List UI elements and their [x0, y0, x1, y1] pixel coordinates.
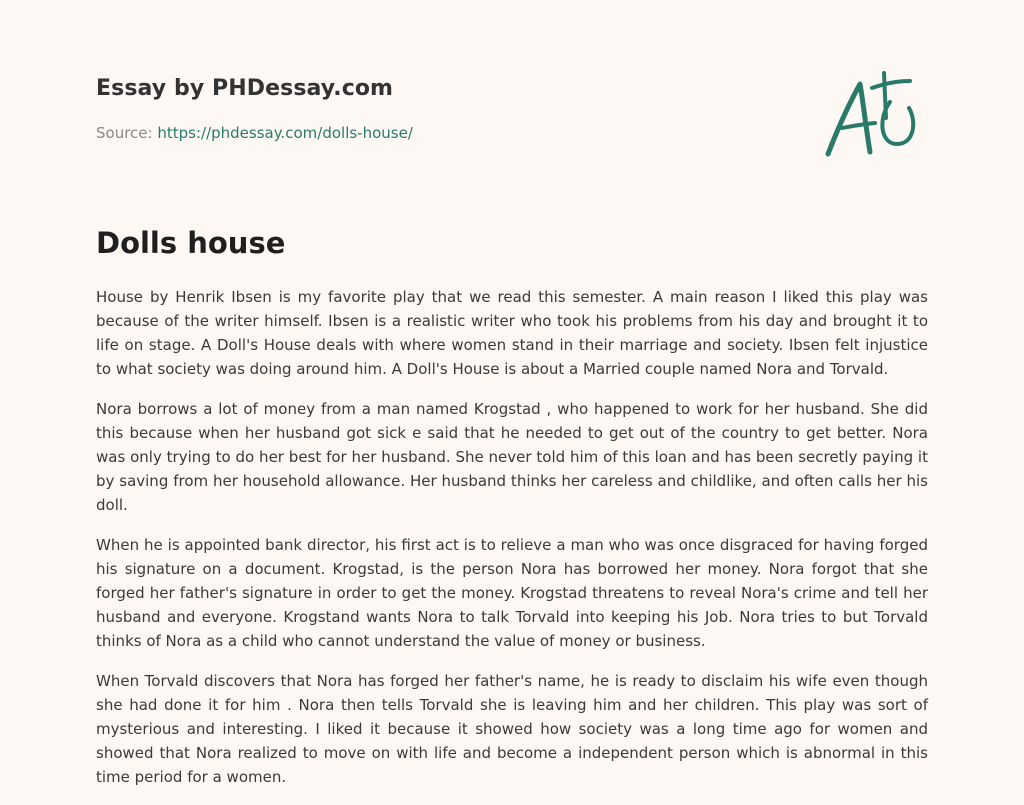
essay-paragraph: When he is appointed bank director, his first act is to relieve a man who was once disgraced for having forged his signature on a document. Krogstad, is the person Nora has borrowed her money. Nora forgot that she forged her father's signature in order to get the money. Krogstad threatens to reveal Nora's crime and tell her husband and everyone. Krogstand wants Nora to talk Torvald into keeping his Job. Nora tries to but Torvald thinks of Nora as a child who cannot understand the value of money or business.	[96, 536, 928, 650]
essay-paragraph: When Torvald discovers that Nora has forged her father's name, he is ready to disclaim his wife even though she had done it for him . Nora then tells Torvald she is leaving him and her children. This play was sort of mysterious and interesting. I liked it because it showed how society was a long time ago for women and showed that Nora realized to move on with life and become a independent person which is abnormal in this time period for a women.	[96, 672, 928, 786]
essay-body	[96, 285, 928, 805]
source-label: Source:	[96, 124, 153, 142]
essay-paragraph: Nora borrows a lot of money from a man named Krogstad , who happened to work for her husband. She did this because when her husband got sick e said that he needed to get out of the country to get better. Nora was only trying to do her best for her husband. She never told him of this loan and has been secretly paying it by saving from her household allowance. Her husband thinks her careless and childlike, and often calls her his doll.	[96, 400, 928, 514]
essay-title: Dolls house	[96, 226, 286, 260]
essay-paragraph: House by Henrik Ibsen is my favorite play that we read this semester. A main reason I liked this play was because of the writer himself. Ibsen is a realistic writer who took his problems from his day and brought it to life on stage. A Doll's House deals with where women stand in their marriage and society. Ibsen felt injustice to what society was doing around him. A Doll's House is about a Married couple named Nora and Torvald.	[96, 288, 928, 378]
source-line	[96, 124, 413, 142]
site-title: Essay by PHDessay.com	[96, 76, 394, 101]
a-plus-logo-icon	[818, 66, 928, 166]
source-link[interactable]: https://phdessay.com/dolls-house/	[157, 124, 413, 142]
page-header	[96, 76, 928, 176]
